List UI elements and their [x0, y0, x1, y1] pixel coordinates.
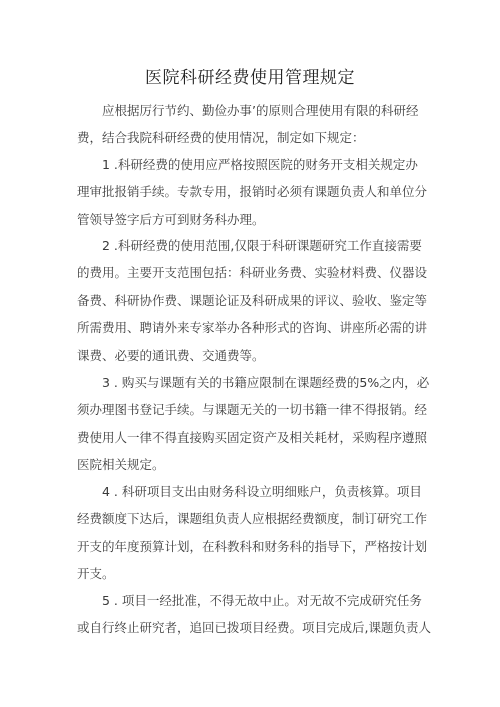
text-line: 医院相关规定。 [77, 457, 165, 473]
text-line: 课费、必要的通讯费、交通费等。 [77, 347, 265, 363]
text-line: 经费额度下达后，课题组负责人应根据经费额度，制订研究工作 [77, 511, 428, 527]
paragraph-rule-3 [77, 369, 432, 479]
text-line: 4 . 科研项目支出由财务科设立明细账户，负责核算。项目 [102, 484, 422, 499]
text-line: 理审批报销手续。专款专用，报销时必须有课题负责人和单位分 [77, 184, 428, 200]
text-line: 3 . 购买与课题有关的书籍应限制在课题经费的5%之内，必 [102, 375, 430, 390]
text-line: 管领导签字后方可到财务科办理。 [77, 211, 265, 227]
text-line: 或自行终止研究者，追回已拨项目经费。项目完成后,课题负责人 [77, 620, 431, 636]
text-line: 5 . 项目一经批准，不得无故中止。对无故不完成研究任务 [102, 593, 422, 608]
document-title: 医院科研经费使用管理规定 [145, 68, 355, 88]
text-line: 备费、科研协作费、课题论证及科研成果的评议、验收、鉴定等 [77, 292, 428, 308]
text-line: 1 .科研经费的使用应严格按照医院的财务开支相关规定办 [102, 157, 418, 172]
paragraph-intro [77, 97, 432, 152]
paragraph-rule-4 [77, 478, 432, 588]
paragraph-rule-2 [77, 232, 432, 369]
text-line: 应根据厉行节约、勤俭办事’的原则合理使用有限的科研经 [102, 103, 419, 118]
text-line: 开支的年度预算计划，在科教科和财务科的指导下，严格按计划 [77, 538, 428, 554]
paragraph-rule-1 [77, 151, 432, 233]
text-line: 开支。 [77, 566, 115, 582]
text-line: 所需费用、聘请外来专家举办各种形式的咨询、讲座所必需的讲 [77, 320, 428, 336]
paragraph-rule-5 [77, 587, 432, 642]
text-line: 须办理图书登记手续。与课题无关的一切书籍一律不得报销。经 [77, 402, 428, 418]
text-line: 费使用人一律不得直接购买固定资产及相关耗材，采购程序遵照 [77, 429, 428, 445]
text-line: 2 .科研经费的使用范围,仅限于科研课题研究工作直接需要 [102, 238, 422, 253]
text-line: 的费用。主要开支范围包括：科研业务费、实验材料费、仪器设 [77, 265, 428, 281]
text-line: 费，结合我院科研经费的使用情况，制定如下规定： [77, 130, 365, 146]
